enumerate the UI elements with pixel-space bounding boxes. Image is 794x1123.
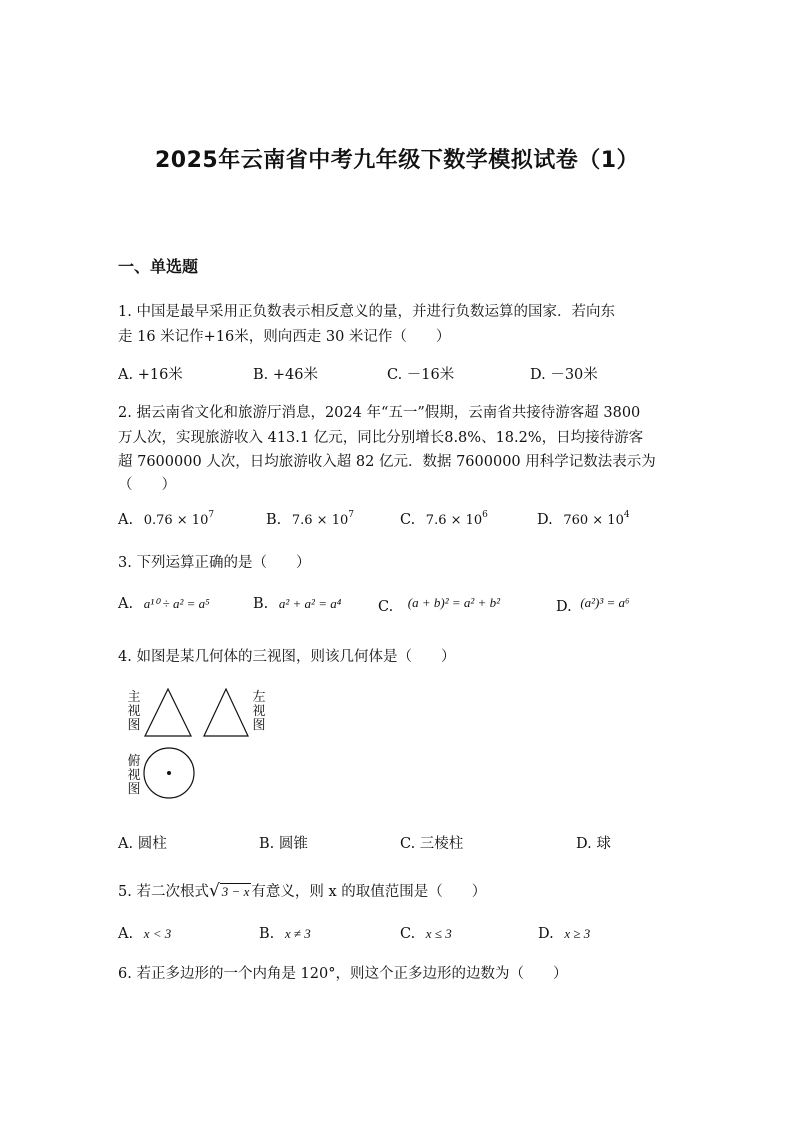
q5-stem-post: 有意义，则 x 的取值范围是（ ） bbox=[251, 884, 487, 900]
q5-stem-pre: 5. 若二次根式 bbox=[118, 884, 209, 900]
three-view-figure bbox=[118, 684, 278, 804]
q5-option-a-expr: x < 3 bbox=[143, 926, 172, 941]
q3-option-b bbox=[253, 596, 341, 612]
q6-stem: 6. 若正多边形的一个内角是 120°，则这个正多边形的边数为（ ） bbox=[118, 966, 568, 982]
sqrt-symbol: √ bbox=[208, 881, 220, 901]
q2-option-b-base: 7.6 × 10 bbox=[291, 512, 349, 528]
section-heading: 一、单选题 bbox=[118, 257, 199, 276]
q3-option-b-letter: B. bbox=[253, 596, 269, 612]
q5-option-d-letter: D. bbox=[538, 926, 554, 942]
q2-option-b-letter: B. bbox=[266, 511, 282, 528]
q2-option-c bbox=[400, 511, 488, 528]
q5-option-a bbox=[118, 926, 171, 942]
q3-option-d-letter: D. bbox=[556, 599, 572, 615]
q1-option-d: D. －30米 bbox=[530, 367, 598, 383]
front-view-triangle bbox=[145, 689, 191, 736]
q5-option-d-expr: x ≥ 3 bbox=[564, 926, 591, 941]
q3-option-b-expr: a² + a² = a⁴ bbox=[278, 596, 342, 611]
q2-line-1: 2. 据云南省文化和旅游厅消息，2024 年“五一”假期，云南省共接待游客超 3800 bbox=[118, 405, 641, 421]
q2-line-2: 万人次，实现旅游收入 413.1 亿元，同比分别增长8.8%、18.2%，日均接待游客 bbox=[118, 430, 644, 446]
q3-option-c-expr: (a + b)² = a² + b² bbox=[407, 595, 500, 610]
q2-option-c-exp: 6 bbox=[482, 510, 488, 520]
q1-option-a: A. +16米 bbox=[118, 367, 183, 383]
q1-line-1: 1. 中国是最早采用正负数表示相反意义的量，并进行负数运算的国家．若向东 bbox=[118, 304, 615, 320]
q1-option-c: C. －16米 bbox=[387, 367, 455, 383]
page-title: 2025年云南省中考九年级下数学模拟试卷（1） bbox=[154, 148, 640, 173]
q3-option-d bbox=[556, 595, 630, 615]
q3-option-d-expr: (a²)³ = a⁶ bbox=[580, 595, 630, 610]
q2-option-c-letter: C. bbox=[400, 511, 416, 528]
q2-option-c-base: 7.6 × 10 bbox=[425, 512, 483, 528]
q5-option-b-expr: x ≠ 3 bbox=[284, 926, 311, 941]
q3-option-c-letter: C. bbox=[378, 599, 394, 615]
q2-option-a-exp: 7 bbox=[208, 510, 215, 520]
q2-line-4: （ ） bbox=[118, 477, 176, 493]
q1-option-b: B. +46米 bbox=[253, 367, 318, 383]
q5-option-b bbox=[259, 926, 311, 942]
q5-option-d bbox=[538, 926, 590, 942]
q5-option-c-expr: x ≤ 3 bbox=[425, 926, 452, 941]
q3-option-a bbox=[118, 596, 210, 612]
q3-option-a-expr: a¹⁰ ÷ a² = a⁵ bbox=[143, 596, 210, 611]
q2-option-b bbox=[266, 511, 354, 528]
q2-option-d-exp: 4 bbox=[623, 510, 630, 520]
q5-option-c bbox=[400, 926, 452, 942]
q5-option-a-letter: A. bbox=[118, 926, 134, 942]
q2-option-a-base: 0.76 × 10 bbox=[143, 512, 209, 528]
q5-option-c-letter: C. bbox=[400, 926, 416, 942]
q5-option-b-letter: B. bbox=[259, 926, 275, 942]
q1-line-2: 走 16 米记作+16米，则向西走 30 米记作（ ） bbox=[118, 329, 451, 345]
q4-stem: 4. 如图是某几何体的三视图，则该几何体是（ ） bbox=[118, 649, 456, 665]
q2-line-3: 超 7600000 人次，日均旅游收入超 82 亿元．数据 7600000 用科学记数法表示为 bbox=[118, 454, 656, 470]
q2-option-d-base: 760 × 10 bbox=[563, 512, 624, 528]
q2-option-b-exp: 7 bbox=[348, 510, 354, 520]
q2-option-d bbox=[537, 511, 630, 528]
top-view-label: 俯视图 bbox=[127, 754, 141, 797]
q3-option-a-letter: A. bbox=[118, 596, 134, 612]
top-view-center-dot bbox=[167, 771, 171, 775]
q4-option-c: C. 三棱柱 bbox=[400, 836, 464, 852]
q4-option-b: B. 圆锥 bbox=[259, 836, 308, 852]
q3-option-c bbox=[378, 595, 500, 615]
q2-option-a-letter: A. bbox=[118, 511, 134, 528]
q4-option-a: A. 圆柱 bbox=[118, 836, 167, 852]
left-view-triangle bbox=[204, 689, 248, 736]
q2-option-d-letter: D. bbox=[537, 511, 553, 528]
left-view-label: 左视图 bbox=[252, 690, 266, 733]
q4-option-d: D. 球 bbox=[576, 836, 611, 852]
q2-option-a bbox=[118, 511, 214, 528]
q5-stem bbox=[118, 880, 486, 901]
front-view-label: 主视图 bbox=[127, 690, 141, 733]
q5-radicand: 3 − x bbox=[221, 884, 250, 899]
q3-stem: 3. 下列运算正确的是（ ） bbox=[118, 555, 311, 571]
